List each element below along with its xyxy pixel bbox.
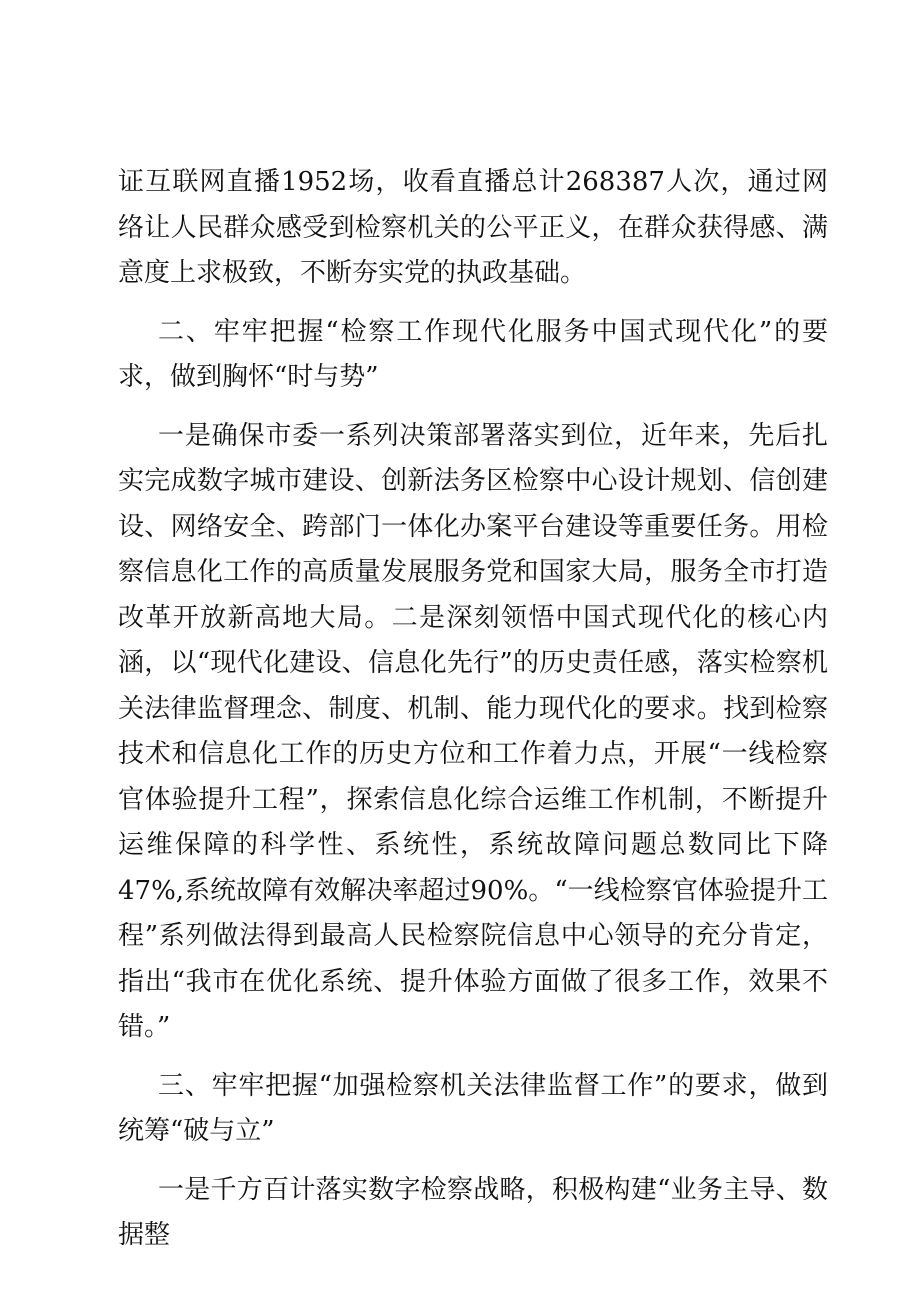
paragraph-section-three-body: 一是千方百计落实数字检察战略，积极构建“业务主导、数据整 bbox=[118, 1174, 828, 1250]
paragraph-continuation: 证互联网直播1952场，收看直播总计268387人次，通过网络让人民群众感受到检察机关的公平正义，在群众获得感、满意度上求极致，不断夯实党的执政基础。 bbox=[118, 167, 828, 288]
section-heading-two: 二、牢牢把握“检察工作现代化服务中国式现代化”的要求，做到胸怀“时与势” bbox=[118, 316, 828, 392]
document-page bbox=[118, 160, 828, 1259]
paragraph-section-two-body: 一是确保市委一系列决策部署落实到位，近年来，先后扎实完成数字城市建设、创新法务区检察中心设计规划、信创建设、网络安全、跨部门一体化办案平台建设等重要任务。用检察信息化工作的高质量发展服务党和国家大局，服务全市打造改革开放新高地大局。二是深刻领悟中国式现代化的核心内涵，以“现代化建设、信息化先行”的历史责任感，落实检察机关法律监督理念、制度、机制、能力现代化的要求。找到检察技术和信息化工作的历史方位和工作着力点，开展“一线检察官体验提升工程”，探索信息化综合运维工作机制，不断提升运维保障的科学性、系统性，系统故障问题总数同比下降47%,系统故障有效解决率超过90%。“一线检察官体验提升工程”系列做法得到最高人民检察院信息中心领导的充分肯定，指出“我市在优化系统、提升体验方面做了很多工作，效果不错。” bbox=[118, 420, 828, 1042]
section-heading-three: 三、牢牢把握“加强检察机关法律监督工作”的要求，做到统筹“破与立” bbox=[118, 1070, 828, 1146]
